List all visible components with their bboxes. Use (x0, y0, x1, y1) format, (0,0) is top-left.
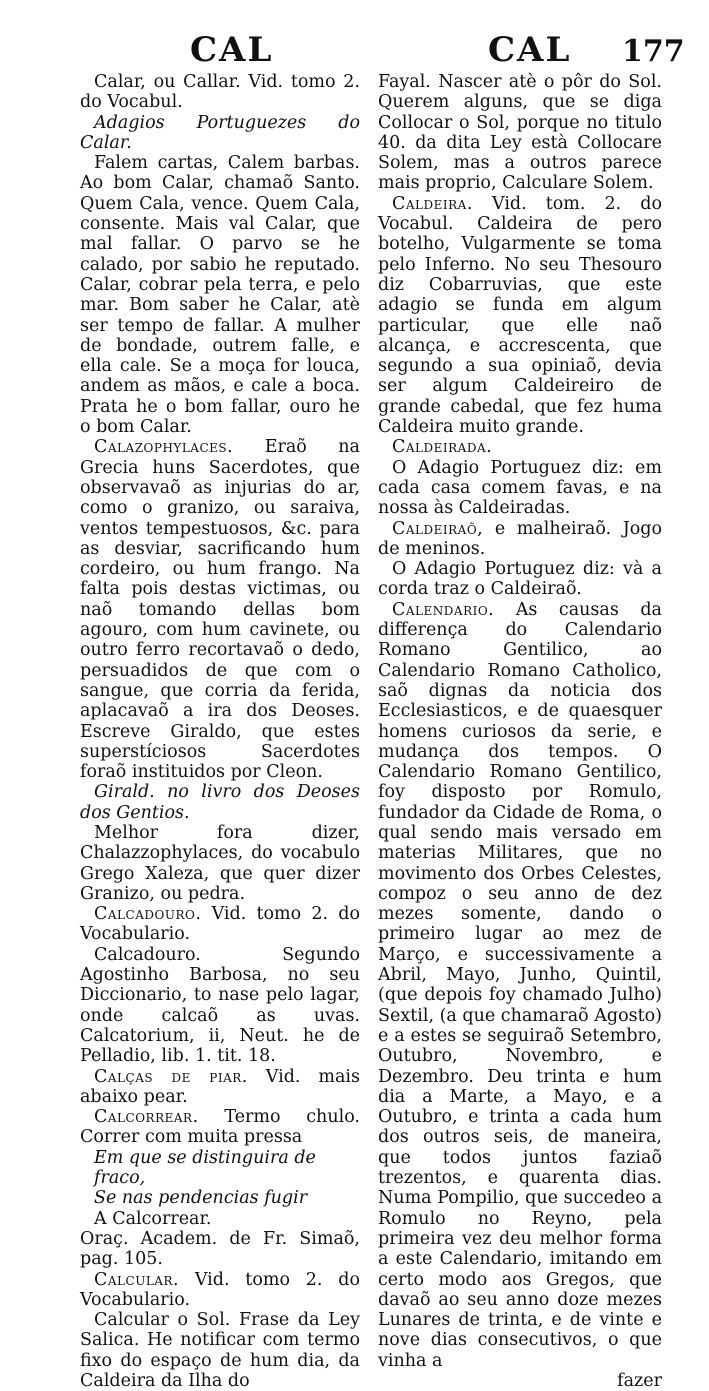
paragraph-calcular-sol: Calcular o Sol. Frase da Ley Salica. He notificar com termo fixo do espaço de hum dia, da Caldeira da Ilha do (80, 1310, 360, 1391)
paragraph-calcadouro: Calcadouro. Segundo Agostinho Barbosa, no seu Diccionario, to nase pelo lagar, onde calcaõ as uvas. Calcatorium, ii, Neut. he de Pelladio, lib. 1. tit. 18. (80, 944, 360, 1067)
paragraph-fayal: Fayal. Nascer atè o pôr do Sol. Querem alguns, que se diga Collocar o Sol, porque no titulo 40. da dita Ley està Collocare Solem, mas a outros parece mais proprio, Calculare Solem. (378, 72, 662, 194)
paragraph-melhor: Melhor fora dizer, Chalazzophylaces, do vocabulo Grego Xaleza, que quer dizer Granizo, ou pedra. (80, 822, 360, 904)
running-head-left: CAL (190, 30, 274, 70)
running-head-right: CAL (488, 30, 572, 70)
paragraph-adagio-corda: O Adagio Portuguez diz: và a corda traz o Caldeiraõ. (378, 559, 662, 600)
entry-calcular: Calcular. Vid. tomo 2. do Vocabulario. (80, 1269, 360, 1310)
page-number: 177 (622, 34, 685, 69)
verse-line: Em que se distinguira de fraco, (94, 1147, 316, 1189)
entry-head: Calcular. (94, 1269, 180, 1290)
entry-calcorrear: Calcorrear. Termo chulo. Correr com muita pressa (80, 1107, 360, 1148)
entry-head: Calazophylaces. (94, 437, 234, 458)
entry-head: Calças de piar. (94, 1066, 248, 1087)
left-column (80, 72, 360, 1391)
entry-calendario: Calendario. As causas da differença do Calendario Romano Gentilico, ao Calendario Romano Catholico, saõ dignas da noticia dos Ecclesiasticos, e de quaesquer homens curiosos da serie, e mudança dos tempos. O Calendario Romano Gentilico, foy disposto por Romulo, fundador da Cidade de Roma, o qual sendo mais versado em materias Militares, que no movimento dos Orbes Celestes, compoz o seu anno de dez mezes somente, dando o primeiro lugar ao mez de Março, e successivamente a Abril, Mayo, Junho, Quintil, (que depois foy chamado Julho) Sextil, (a que chamaraõ Agosto) e a estes se seguiraõ Setembro, Outubro, Novembro, e Dezembro. Deu trinta e hum dia a Marte, a Mayo, e a Outubro, e trinta a cada hum dos outros seis, de maneira, que todos juntos faziaõ trezentos, e quarenta dias. Numa Pompilio, que succedeo a Romulo no Reyno, pela primeira vez deu melhor forma a este Calendario, imitando em certo modo aos Gregos, que davaõ ao seu anno doze mezes Lunares de trinta, e de vinte e nove dias consecutivos, o que vinha a (378, 599, 662, 1371)
entry-head: Calendario. (392, 599, 495, 620)
entry-head: Calcorrear. (94, 1107, 199, 1128)
entry-caldeira: Caldeira. Vid. tom. 2. do Vocabul. Caldeira de pero botelho, Vulgarmente se toma pelo Inferno. No seu Thesouro diz Cobarruvias, que este adagio se funda em algum particular, que elle naõ alcança, e accrescenta, que segundo a sua opiniaõ, devia ser algum Caldeireiro de grande cabedal, que fez huma Caldeira muito grande. (378, 193, 662, 438)
entry-head: Caldeira. (392, 193, 473, 214)
paragraph-adagio-favas: O Adagio Portuguez diz: em cada casa comem favas, e na nossa às Caldeiradas. (378, 457, 662, 519)
verse-line: Se nas pendencias fugir (94, 1188, 308, 1209)
subheading-adagios: Adagios Portuguezes do Calar. (80, 112, 360, 153)
entry-head: Caldeirada. (392, 437, 493, 458)
citation-girald: Girald. no livro dos Deoses dos Gentios. (80, 782, 360, 823)
citation-oracao: Oraç. Academ. de Fr. Simaõ, pag. 105. (80, 1228, 360, 1270)
entry-calcadouro: Calcadouro. Vid. tomo 2. do Vocabulario. (80, 904, 360, 945)
right-column (378, 72, 662, 1391)
verse-line: A Calcorrear. (94, 1208, 212, 1229)
entry-head: Calcadouro. (94, 904, 202, 925)
entry-caldeirao: Caldeiraõ, e malheiraõ. Jogo de meninos. (378, 518, 662, 559)
entry-calcas: Calças de piar. Vid. mais abaixo pear. (80, 1066, 360, 1107)
catchword: fazer (617, 1371, 662, 1391)
entry-caldeirada (378, 437, 662, 457)
entry-head: Caldeiraõ, (392, 518, 484, 539)
entry-calazophylaces: Calazophylaces. Eraõ na Grecia huns Sacerdotes, que observavaõ as injurias do ar, como o granizo, ou saraiva, ventos tempestuosos, &c. para as desviar, sacrificando hum cordeiro, ou hum frango. Na falta pois destas victimas, ou naõ tomando dellas bom agouro, com hum cavinete, ou outro ferro recortavaõ o dedo, persuadidos de que com o sangue, que corria da ferida, aplacavaõ a ira dos Deoses. Escreve Giraldo, que estes superstíciosos Sacerdotes foraõ instituidos por Cleon. (80, 437, 360, 783)
paragraph-adagios: Falem cartas, Calem barbas. Ao bom Calar, chamaõ Santo. Quem Cala, vence. Quem Cala, consente. Mais val Calar, que mal fallar. O parvo se he calado, por sabio he reputado. Calar, cobrar pela terra, e pelo mar. Bom saber he Calar, atè ser tempo de fallar. A mulher de bondade, outrem falle, e ella cale. Se a moça for louca, andem as mãos, e cale a boca. Prata he o bom fallar, ouro he o bom Calar. (80, 153, 360, 438)
entry-calar: Calar, ou Callar. Vid. tomo 2. do Vocabul. (80, 72, 360, 113)
